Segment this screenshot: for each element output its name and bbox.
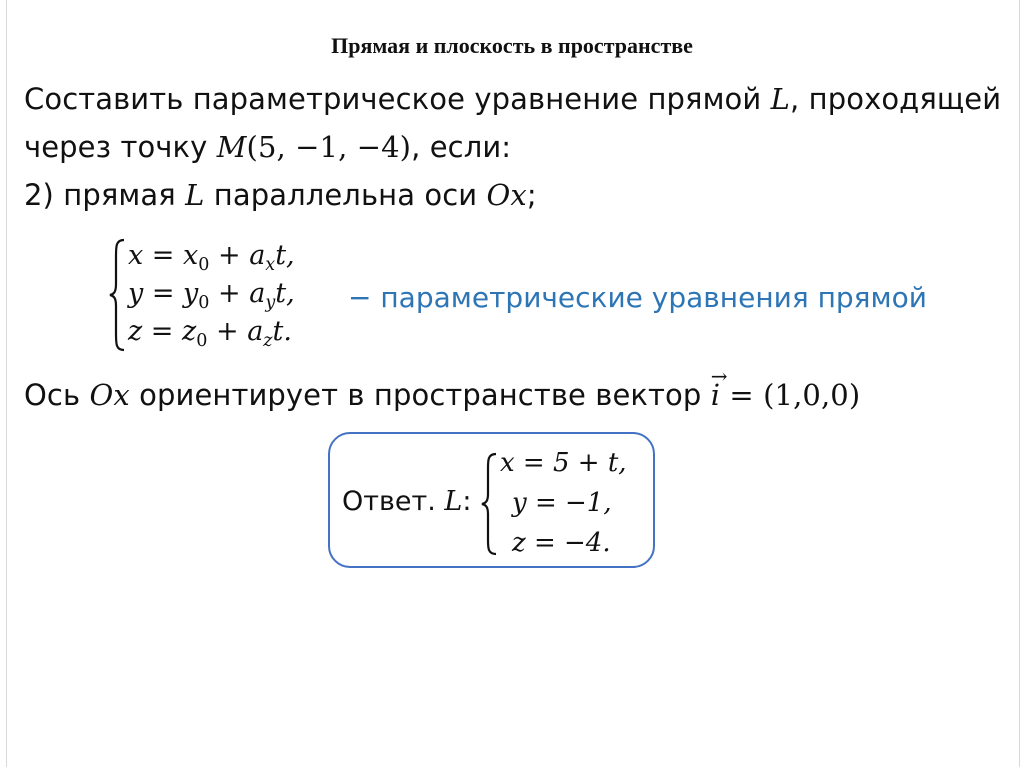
problem-text: параллельна оси <box>204 178 487 212</box>
answer-equation-z: z = −4. <box>512 528 611 558</box>
problem-line-2 <box>24 130 511 164</box>
equation-z: $z = z_0 + a_zt$. <box>128 316 292 352</box>
line-variable: L <box>770 82 791 116</box>
vector-text: ориентирует в пространстве вектор <box>129 378 711 412</box>
problem-text: 2) прямая <box>24 178 186 212</box>
system-description: − параметрические уравнения прямой <box>348 281 927 314</box>
problem-text: ; <box>526 178 537 212</box>
parametric-system <box>108 236 378 354</box>
vector-value: = (1,0,0) <box>720 378 861 412</box>
answer-equation-x: x = 5 + t, <box>500 448 627 478</box>
equation-x: $x = x_0 + a_xt$, <box>128 240 295 276</box>
answer-equation-y: y = −1, <box>512 488 612 518</box>
unit-vector: → i <box>710 364 728 412</box>
problem-line-1 <box>24 82 1001 116</box>
point-coordinates: (5, −1, −4) <box>246 130 412 164</box>
axis-name: Ox <box>486 178 527 212</box>
problem-text: через точку <box>24 130 217 164</box>
answer-label: Ответ. L: <box>342 486 472 517</box>
axis-name: Ox <box>89 378 130 412</box>
slide-border-left <box>6 0 7 767</box>
problem-text: , проходящей <box>790 82 1002 116</box>
left-brace-icon <box>108 236 126 354</box>
slide-title: Прямая и плоскость в пространстве <box>331 33 693 58</box>
answer-brace-icon <box>480 450 498 558</box>
vector-arrow-icon: → <box>710 364 728 388</box>
problem-text: Составить параметрическое уравнение прямой <box>24 82 771 116</box>
vector-line <box>24 364 861 412</box>
point-name: M <box>216 130 247 164</box>
problem-text: , если: <box>411 130 512 164</box>
vector-text: Ось <box>24 378 90 412</box>
line-variable: L <box>185 178 205 212</box>
slide-border-right <box>1019 0 1020 767</box>
answer-box <box>328 432 655 568</box>
problem-line-3 <box>24 178 537 212</box>
equation-y: $y = y_0 + a_yt$, <box>128 278 295 314</box>
